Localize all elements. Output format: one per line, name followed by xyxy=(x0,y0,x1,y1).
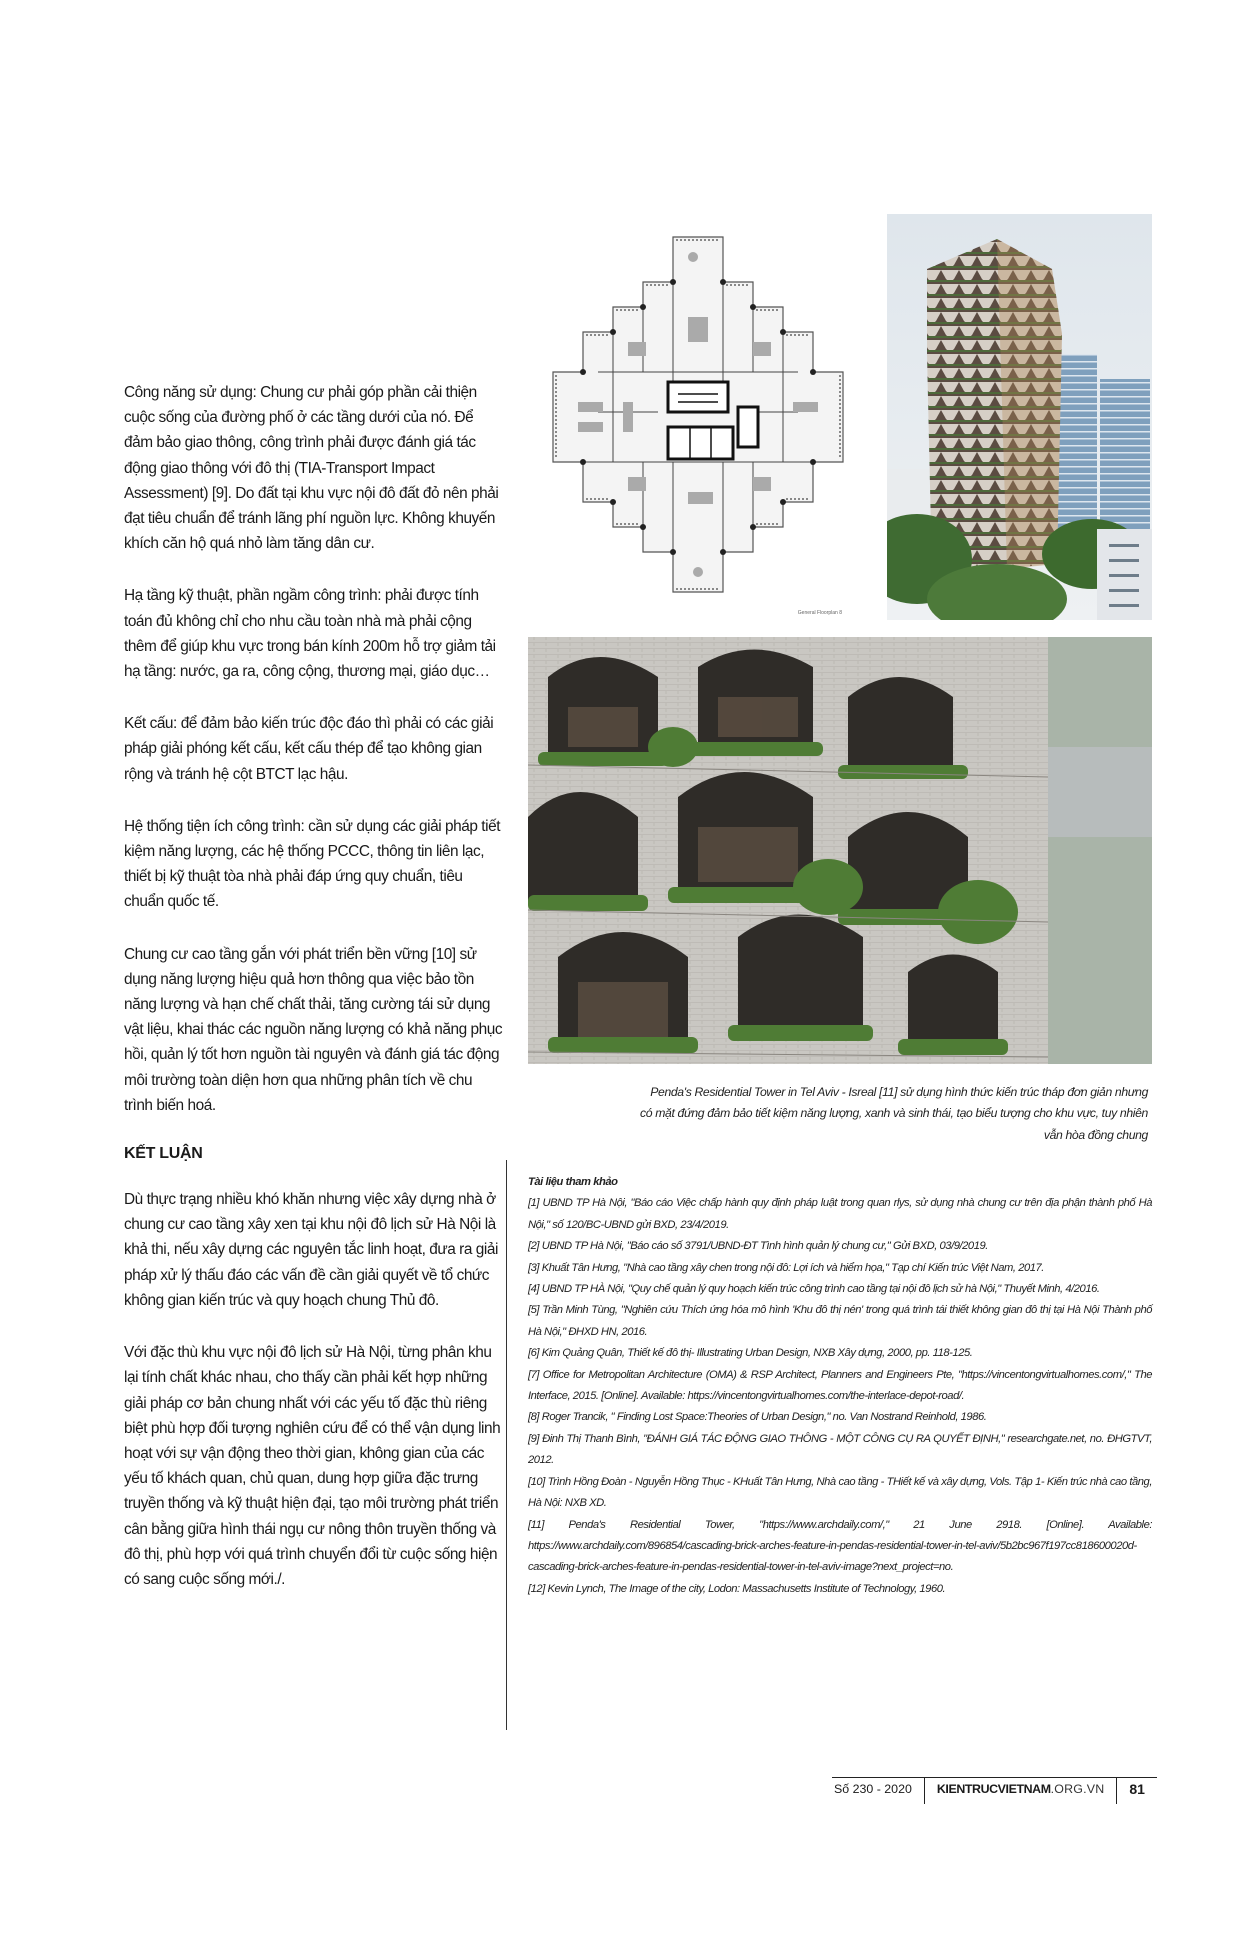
tower-photo xyxy=(887,214,1152,620)
reference-item: [12] Kevin Lynch, The Image of the city, Lodon: Massachusetts Institute of Technology, 1960. xyxy=(528,1582,946,1595)
reference-item: [11] Penda's Residential Tower, "https://www.archdaily.com/," 21 June 2918. [Online]. Available: https://www.archdaily.com/896854/cascading-brick-arches-feature-in-pendas-residential-tower-in-tel-aviv/5b2bc967f197cc818600020d-cascading-brick-arches-feature-in-pendas-residential-tower-in-tel-aviv-image?next_project=no. xyxy=(528,1518,1152,1574)
brand-domain: .ORG.VN xyxy=(1050,1782,1105,1796)
page-footer xyxy=(832,1777,1157,1800)
paragraph-function: Công năng sử dụng: Chung cư phải góp phần cải thiện cuộc sống của đường phố ở các tầng dưới của nó. Để đảm bảo giao thông, công trình phải được đánh giá tác động giao thông với đô thị (TIA-Transport Impact Assessment) [9]. Do đất tại khu vực nội đô đất đỏ nên phải đạt tiêu chuẩn để tránh lãng phí nguồn lực. Không khuyến khích căn hộ quá nhỏ làm tăng dân cư. xyxy=(124,384,499,553)
arches-rendering xyxy=(528,637,1152,1064)
reference-item: [10] Trình Hồng Đoàn - Nguyễn Hồng Thục - KHuất Tân Hưng, Nhà cao tầng - THiết kế và xây dựng, Vols. Tập 1- Kiến trúc nhà cao tầng, Hà Nội: NXB XD. xyxy=(528,1475,1152,1510)
reference-item: [2] UBND TP Hà Nội, "Báo cáo số 3791/UBND-ĐT Tình hình quản lý chung cư," Gửi BXD, 03/9/2019. xyxy=(528,1240,988,1253)
paragraph-sustainability: Chung cư cao tầng gắn với phát triển bền vững [10] sử dụng năng lượng hiệu quả hơn thông qua việc bảo tồn năng lượng và hạn chế chất thải, tăng cường tái sử dụng vật liệu, khai thác các nguồn năng lượng có khả năng phục hồi, quản lý tốt hơn nguồn tài nguyên và đánh giá tác động môi trường toàn diện hơn qua những phân tích về chu trình biến hoá. xyxy=(124,945,503,1114)
reference-item: [8] Roger Trancik, " Finding Lost Space:Theories of Urban Design," no. Van Nostrand Reinhold, 1986. xyxy=(528,1411,987,1424)
brand-name: KIENTRUCVIETNAM xyxy=(936,1782,1051,1796)
reference-item: [6] Kim Quảng Quân, Thiết kế đô thị- Illustrating Urban Design, NXB Xây dựng, 2000, pp. 118-125. xyxy=(528,1347,973,1360)
arches-photo xyxy=(528,637,1152,1064)
issue-number: Số 230 - 2020 xyxy=(834,1782,912,1796)
left-column xyxy=(124,380,504,1619)
page-number: 81 xyxy=(1129,1781,1145,1797)
reference-item: [1] UBND TP Hà Nội, "Báo cáo Việc chấp hành quy định pháp luật trong quan rlys, sử dụng nhà chung cư trên địa phận thành phố Hà Nội," số 120/BC-UBND gửi BXD, 23/4/2019. xyxy=(528,1197,1152,1231)
magazine-brand xyxy=(925,1778,1117,1800)
paragraph-conclusion-2: Với đặc thù khu vực nội đô lịch sử Hà Nội, từng phân khu lại tính chất khác nhau, cho thấy cần phải kết hợp những giải pháp cơ bản chung nhất với các yếu tố đặc thù riêng biệt phù hợp đối tượng nghiên cứu để có thể vận dụng linh hoạt với sự vận động theo thời gian, không gian của các yếu tố khách quan, chủ quan, dung hợp giữa đặc trưng truyền thống và kỹ thuật hiện đại, tạo môi trường phát triển cân bằng giữa hình thái ngụ cư nông thôn truyền thống và đô thị, phù hợp với quá trình chuyển đổi từ cuộc sống hiện có sang cuộc sống mới./. xyxy=(124,1344,501,1588)
paragraph-infrastructure: Hạ tầng kỹ thuật, phần ngầm công trình: phải được tính toán đủ không chỉ cho nhu cầu toàn nhà mà phải cộng thêm để giúp khu vực trong bán kính 200m hỗ trợ giảm tải hạ tầng: nước, ga ra, công cộng, thương mại, giáo dục… xyxy=(124,587,496,681)
floorplan-label: General Floorplan 8 xyxy=(797,610,842,616)
references-section xyxy=(528,1172,1152,1600)
floorplan-figure xyxy=(528,212,868,622)
reference-item: [3] Khuất Tân Hưng, "Nhà cao tầng xây chen trong nội đô: Lợi ích và hiểm họa," Tạp chí Kiến trúc Việt Nam, 2017. xyxy=(528,1261,1044,1274)
paragraph-conclusion-1: Dù thực trạng nhiều khó khăn nhưng việc xây dựng nhà ở chung cư cao tầng xây xen tại khu nội đô lịch sử Hà Nội là khả thi, nếu xây dựng các nguyên tắc linh hoạt, đưa ra giải pháp xử lý thấu đáo các vấn đề cần giải quyết về tổ chức không gian kiến trúc và quy hoạch chung Thủ đô. xyxy=(124,1191,498,1309)
floorplan-drawing xyxy=(528,212,868,622)
reference-item: [7] Office for Metropolitan Architecture (OMA) & RSP Architect, Planners and Engineers Pte, "https://vincentongvirtualhomes.com/," The Interface, 2015. [Online]. Available: https://vincentongvirtualhomes.com/the-interlace-depot-road/. xyxy=(528,1368,1152,1403)
conclusion-heading: KẾT LUẬN xyxy=(124,1145,203,1163)
references-title: Tài liệu tham khảo xyxy=(528,1176,618,1188)
reference-item: [4] UBND TP HÀ Nội, "Quy chế quản lý quy hoạch kiến trúc công trình cao tầng tại nội đô lịch sử hà Nội," Thuyết Minh, 4/2016. xyxy=(528,1283,1100,1296)
reference-item: [9] Đinh Thị Thanh Bình, "ĐÁNH GIÁ TÁC ĐỘNG GIAO THÔNG - MỘT CÔNG CỤ RA QUYẾT ĐỊNH," researchgate.net, no. ĐHGTVT, 2012. xyxy=(528,1432,1152,1467)
column-divider xyxy=(506,1160,507,1730)
reference-item: [5] Trần Minh Tùng, "Nghiên cứu Thích ứng hóa mô hình 'Khu đô thị nén' trong quá trình tái thiết không gian đô thị tại Hà Nội Thành phố Hà Nội," ĐHXD HN, 2016. xyxy=(528,1304,1152,1338)
figure-caption: Penda's Residential Tower in Tel Aviv - Isreal [11] sử dụng hình thức kiến trúc tháp đơn giản nhưng có mặt đứng đảm bảo tiết kiệm năng lượng, xanh và sinh thái, tạo biểu tượng cho khu vực, tuy nhiên vẫn hòa đồng chung xyxy=(640,1085,1148,1142)
paragraph-utilities: Hệ thống tiện ích công trình: cần sử dụng các giải pháp tiết kiệm năng lượng, các hệ thống PCCC, thông tin liên lạc, thiết bị kỹ thuật tòa nhà phải đáp ứng quy chuẩn, tiêu chuẩn quốc tế. xyxy=(124,817,501,911)
tower-rendering xyxy=(887,214,1152,620)
paragraph-structure: Kết cấu: để đảm bảo kiến trúc độc đáo thì phải có các giải pháp giải phóng kết cấu, kết cấu thép để tạo không gian rộng và tránh hệ cột BTCT lạc hậu. xyxy=(124,715,494,783)
